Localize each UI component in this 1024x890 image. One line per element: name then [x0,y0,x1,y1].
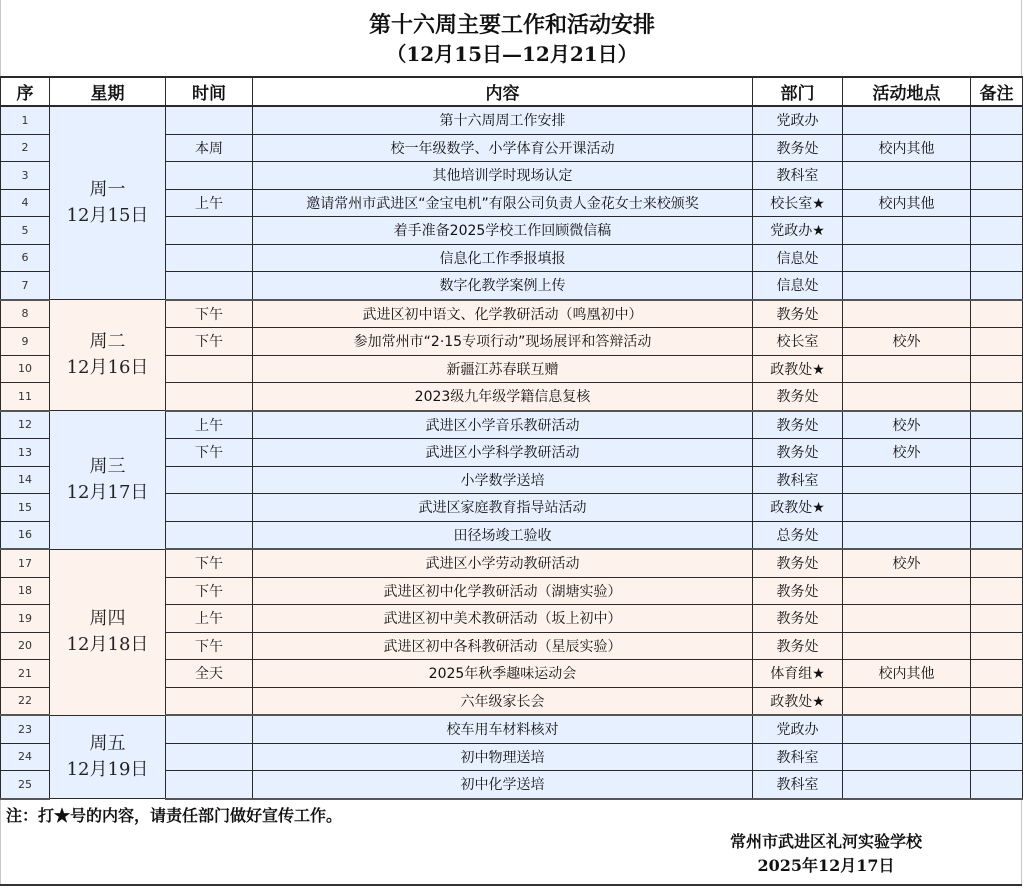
cell-place: 校内其他 [843,134,971,162]
table-row [1,106,1023,134]
cell-time: 下午 [166,632,253,660]
cell-seq: 8 [1,300,50,328]
cell-place [843,771,971,799]
cell-note [971,134,1023,162]
cell-dept: 体育组★ [753,660,843,688]
cell-content: 武进区初中语文、化学教研活动（鸣凰初中） [253,300,753,328]
cell-time [166,272,253,300]
cell-content: 数字化教学案例上传 [253,272,753,300]
cell-note [971,106,1023,134]
cell-place [843,715,971,743]
cell-note [971,687,1023,715]
issue-date: 2025年12月17日 [757,856,895,875]
col-header-content: 内容 [253,77,753,106]
cell-content: 初中化学送培 [253,771,753,799]
cell-seq: 5 [1,217,50,245]
cell-time: 本周 [166,134,253,162]
weekday-date: 12月19日 [66,758,149,780]
cell-note [971,162,1023,190]
cell-note [971,439,1023,467]
cell-dept: 党政办 [753,715,843,743]
cell-place [843,106,971,134]
cell-weekday [50,411,166,550]
cell-time [166,162,253,190]
cell-content: 参加常州市“2·15专项行动”现场展评和答辩活动 [253,328,753,356]
cell-content: 2023级九年级学籍信息复核 [253,383,753,411]
cell-content: 武进区小学科学教研活动 [253,439,753,467]
col-header-seq: 序 [1,77,50,106]
cell-place [843,605,971,633]
cell-time [166,494,253,522]
cell-weekday [50,549,166,715]
cell-note [971,743,1023,771]
cell-dept: 教科室 [753,743,843,771]
cell-place [843,466,971,494]
cell-dept: 教务处 [753,411,843,439]
cell-seq: 9 [1,328,50,356]
page-title: 第十六周主要工作和活动安排 [368,12,655,38]
cell-time [166,466,253,494]
cell-place [843,300,971,328]
cell-dept: 教科室 [753,466,843,494]
cell-seq: 4 [1,189,50,217]
cell-seq: 11 [1,383,50,411]
cell-dept: 教务处 [753,300,843,328]
cell-note [971,521,1023,549]
cell-seq: 6 [1,244,50,272]
cell-place: 校外 [843,328,971,356]
cell-time [166,771,253,799]
cell-dept: 教务处 [753,439,843,467]
cell-place [843,162,971,190]
cell-time: 下午 [166,300,253,328]
cell-content: 邀请常州市武进区“金宝电机”有限公司负责人金花女士来校颁奖 [253,189,753,217]
cell-time [166,355,253,383]
header-row [1,77,1023,106]
cell-note [971,272,1023,300]
cell-content: 新疆江苏春联互赠 [253,355,753,383]
cell-seq: 10 [1,355,50,383]
col-header-dept: 部门 [753,77,843,106]
cell-time: 上午 [166,411,253,439]
weekday-label: 周三 [89,455,126,477]
cell-note [971,715,1023,743]
cell-place: 校外 [843,439,971,467]
cell-seq: 3 [1,162,50,190]
col-header-note: 备注 [971,77,1023,106]
cell-place: 校内其他 [843,660,971,688]
cell-content: 武进区初中美术教研活动（坂上初中） [253,605,753,633]
cell-content: 校车用车材料核对 [253,715,753,743]
cell-seq: 14 [1,466,50,494]
cell-time: 下午 [166,328,253,356]
cell-note [971,189,1023,217]
cell-dept: 校长室 [753,328,843,356]
cell-note [971,605,1023,633]
cell-weekday [50,715,166,799]
cell-note [971,328,1023,356]
cell-seq: 1 [1,106,50,134]
cell-content: 六年级家长会 [253,687,753,715]
cell-note [971,660,1023,688]
cell-seq: 15 [1,494,50,522]
cell-note [971,466,1023,494]
cell-dept: 教务处 [753,577,843,605]
cell-place: 校内其他 [843,189,971,217]
weekday-date: 12月18日 [66,634,149,655]
cell-content: 武进区小学劳动教研活动 [253,549,753,577]
cell-time: 上午 [166,189,253,217]
cell-time: 下午 [166,439,253,467]
cell-time [166,521,253,549]
cell-seq: 12 [1,411,50,439]
cell-dept: 政教处★ [753,687,843,715]
cell-dept: 教科室 [753,162,843,190]
cell-content: 武进区初中各科教研活动（星辰实验） [253,632,753,660]
cell-dept: 教务处 [753,549,843,577]
cell-dept: 政教处★ [753,355,843,383]
bottom-divider [0,884,1022,886]
cell-seq: 17 [1,549,50,577]
page-subtitle: （12月15日—12月21日） [386,42,638,66]
weekday-label: 周四 [89,608,126,629]
cell-place [843,244,971,272]
cell-time [166,743,253,771]
cell-content: 着手准备2025学校工作回顾微信稿 [253,217,753,245]
table-row [1,300,1023,328]
cell-time [166,244,253,272]
cell-time [166,217,253,245]
cell-dept: 政教处★ [753,494,843,522]
table-row [1,715,1023,743]
cell-seq: 25 [1,771,50,799]
cell-dept: 信息处 [753,244,843,272]
cell-place [843,577,971,605]
cell-dept: 信息处 [753,272,843,300]
cell-content: 其他培训学时现场认定 [253,162,753,190]
cell-content: 初中物理送培 [253,743,753,771]
cell-note [971,549,1023,577]
cell-content: 小学数学送培 [253,466,753,494]
cell-note [971,494,1023,522]
cell-note [971,217,1023,245]
cell-place [843,687,971,715]
cell-seq: 19 [1,605,50,633]
weekday-label: 周五 [89,732,126,754]
cell-place [843,521,971,549]
cell-content: 2025年秋季趣味运动会 [253,660,753,688]
cell-seq: 24 [1,743,50,771]
cell-dept: 教务处 [753,134,843,162]
cell-dept: 党政办 [753,106,843,134]
cell-dept: 教务处 [753,383,843,411]
cell-place [843,355,971,383]
cell-note [971,383,1023,411]
cell-content: 武进区小学音乐教研活动 [253,411,753,439]
cell-seq: 20 [1,632,50,660]
cell-seq: 22 [1,687,50,715]
col-header-time: 时间 [166,77,253,106]
cell-place [843,272,971,300]
table-row [1,549,1023,577]
cell-place [843,383,971,411]
cell-place [843,632,971,660]
cell-seq: 18 [1,577,50,605]
cell-place: 校外 [843,411,971,439]
cell-content: 第十六周周工作安排 [253,106,753,134]
weekday-label: 周二 [89,331,126,352]
cell-place: 校外 [843,549,971,577]
cell-note [971,300,1023,328]
weekday-date: 12月17日 [66,481,149,503]
cell-place [843,494,971,522]
cell-time: 下午 [166,549,253,577]
cell-note [971,771,1023,799]
cell-dept: 教科室 [753,771,843,799]
weekday-date: 12月16日 [66,357,149,378]
cell-content: 武进区初中化学教研活动（湖塘实验） [253,577,753,605]
cell-content: 武进区家庭教育指导站活动 [253,494,753,522]
cell-time: 全天 [166,660,253,688]
cell-seq: 16 [1,521,50,549]
cell-dept: 教务处 [753,605,843,633]
cell-seq: 7 [1,272,50,300]
table-row [1,411,1023,439]
cell-time [166,687,253,715]
cell-dept: 教务处 [753,632,843,660]
school-name: 常州市武进区礼河实验学校 [729,832,922,851]
cell-time: 下午 [166,577,253,605]
cell-seq: 2 [1,134,50,162]
cell-dept: 总务处 [753,521,843,549]
cell-seq: 23 [1,715,50,743]
cell-time [166,383,253,411]
col-header-weekday: 星期 [50,77,166,106]
schedule-table [0,76,1023,800]
cell-seq: 21 [1,660,50,688]
cell-note [971,355,1023,383]
cell-time [166,715,253,743]
weekday-date: 12月15日 [66,205,149,226]
footer-note: 注：打★号的内容，请责任部门做好宣传工作。 [6,806,343,825]
cell-time [166,106,253,134]
cell-note [971,577,1023,605]
col-header-place: 活动地点 [843,77,971,106]
schedule-body [1,106,1023,799]
cell-note [971,244,1023,272]
weekday-label: 周一 [89,179,126,200]
cell-note [971,632,1023,660]
cell-weekday [50,300,166,411]
cell-seq: 13 [1,439,50,467]
cell-content: 田径场竣工验收 [253,521,753,549]
cell-dept: 校长室★ [753,189,843,217]
cell-note [971,411,1023,439]
cell-dept: 党政办★ [753,217,843,245]
cell-content: 校一年级数学、小学体育公开课活动 [253,134,753,162]
cell-place [843,743,971,771]
cell-place [843,217,971,245]
cell-content: 信息化工作季报填报 [253,244,753,272]
cell-time: 上午 [166,605,253,633]
cell-weekday [50,106,166,300]
